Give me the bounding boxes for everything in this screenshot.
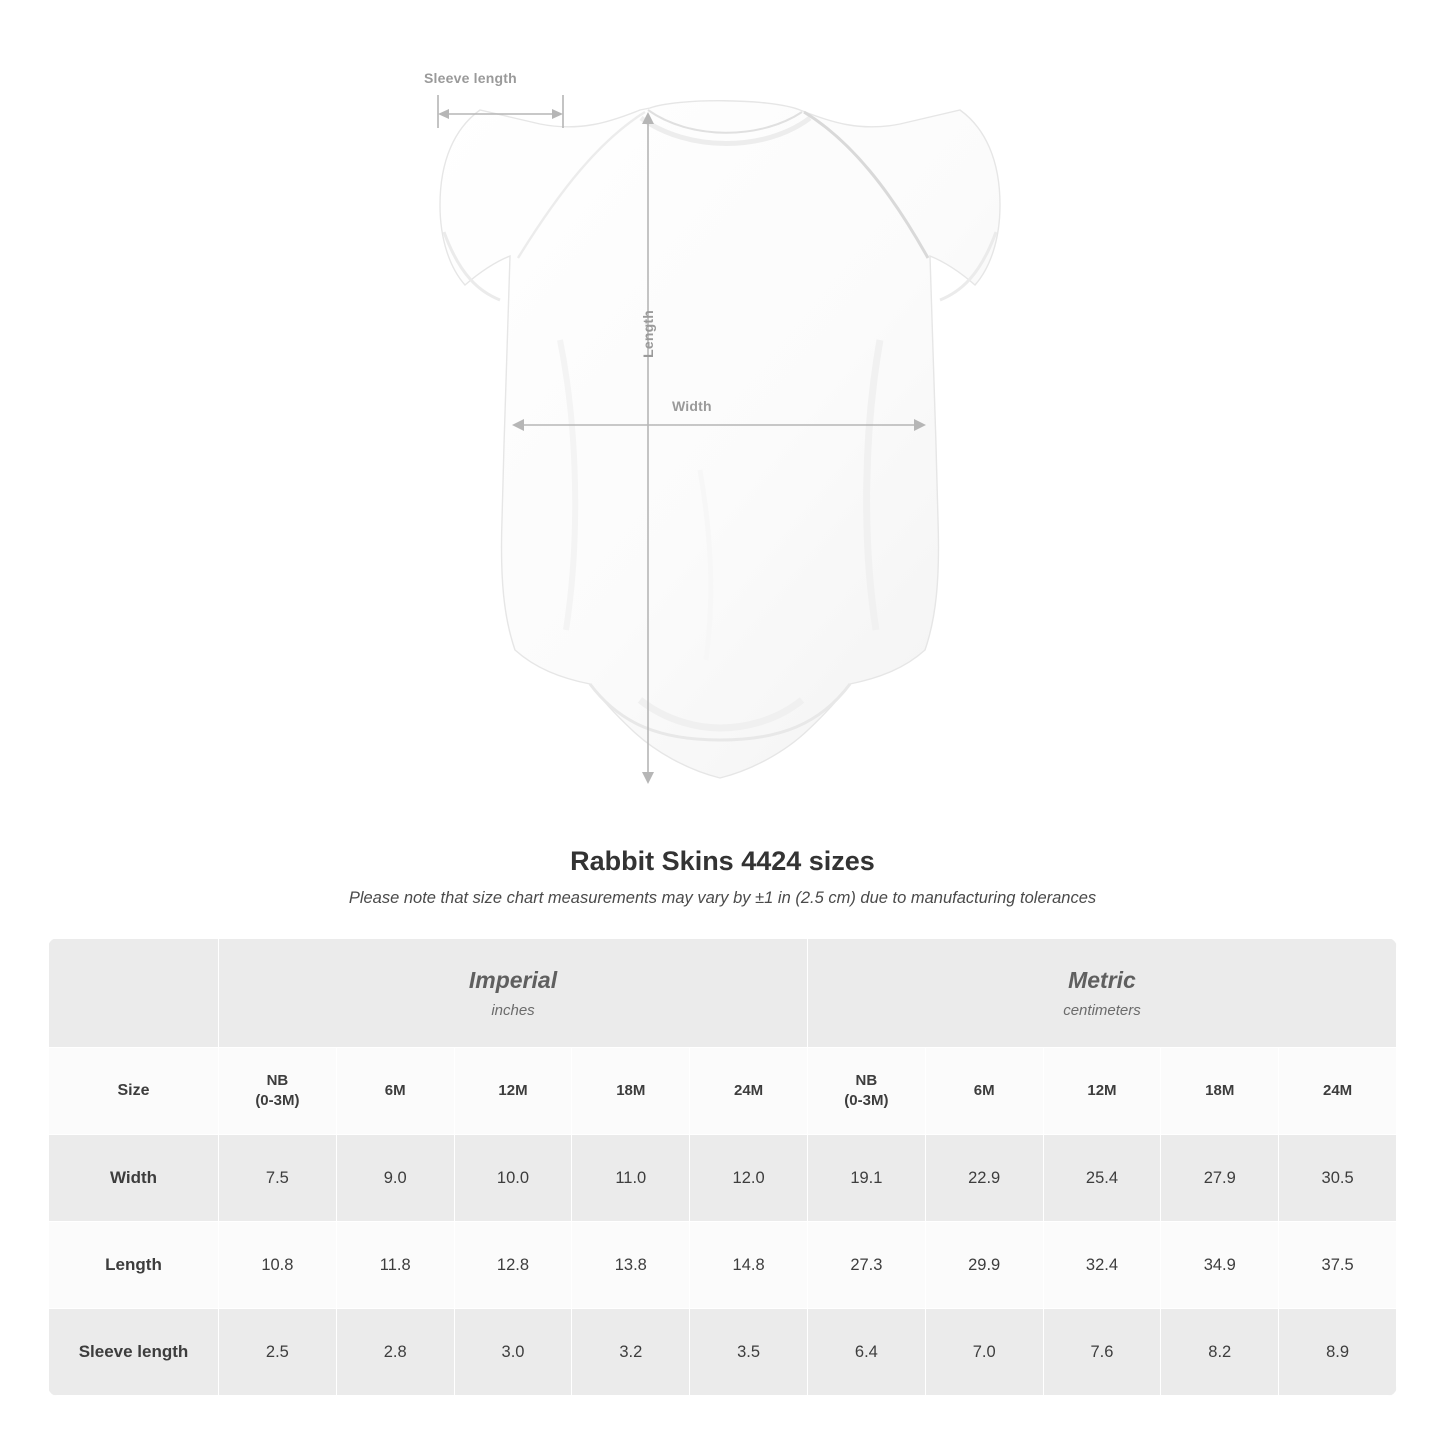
cell-width-7: 25.4: [1043, 1135, 1161, 1222]
cell-width-1: 9.0: [336, 1135, 454, 1222]
cell-sleeve-3: 3.2: [572, 1309, 690, 1396]
system-metric-unit: centimeters: [1063, 1002, 1141, 1019]
header-col-8: 18M: [1161, 1048, 1279, 1135]
header-col-0-line2: (0-3M): [255, 1092, 300, 1109]
header-col-1: 6M: [336, 1048, 454, 1135]
title-block: [0, 846, 1445, 908]
cell-width-3: 11.0: [572, 1135, 690, 1222]
cell-width-0: 7.5: [219, 1135, 337, 1222]
cell-sleeve-6: 7.0: [925, 1309, 1043, 1396]
cell-width-6: 22.9: [925, 1135, 1043, 1222]
cell-width-4: 12.0: [690, 1135, 808, 1222]
cell-sleeve-0: 2.5: [219, 1309, 337, 1396]
header-col-5: [807, 1048, 925, 1135]
row-label-width: Width: [49, 1135, 219, 1222]
tolerance-note: Please note that size chart measurements may vary by ±1 in (2.5 cm) due to manufacturing tolerances: [348, 889, 1097, 907]
size-chart-table-wrapper: [48, 938, 1397, 1396]
cell-width-2: 10.0: [454, 1135, 572, 1222]
cell-width-8: 27.9: [1161, 1135, 1279, 1222]
header-col-5-line1: NB: [855, 1071, 878, 1089]
header-col-7: 12M: [1043, 1048, 1161, 1135]
header-col-6: 6M: [925, 1048, 1043, 1135]
sleeve-length-label: Sleeve length: [424, 70, 517, 86]
header-size: Size: [49, 1048, 219, 1135]
cell-sleeve-1: 2.8: [336, 1309, 454, 1396]
header-col-0-line1: NB: [266, 1071, 289, 1089]
width-label: Width: [672, 398, 712, 414]
cell-length-5: 27.3: [807, 1222, 925, 1309]
row-label-length: Length: [49, 1222, 219, 1309]
system-metric-name: Metric: [1068, 967, 1136, 993]
table-row: [49, 1309, 1397, 1396]
cell-sleeve-4: 3.5: [690, 1309, 808, 1396]
cell-length-3: 13.8: [572, 1222, 690, 1309]
measurement-system-row: [49, 939, 1397, 1048]
header-col-3: 18M: [572, 1048, 690, 1135]
cell-sleeve-8: 8.2: [1161, 1309, 1279, 1396]
table-row: [49, 1222, 1397, 1309]
header-col-0: [219, 1048, 337, 1135]
table-corner-cell: [49, 939, 219, 1048]
page-title: Rabbit Skins 4424 sizes: [570, 846, 875, 876]
cell-sleeve-9: 8.9: [1279, 1309, 1397, 1396]
system-imperial-unit: inches: [491, 1002, 535, 1019]
cell-length-9: 37.5: [1279, 1222, 1397, 1309]
cell-sleeve-2: 3.0: [454, 1309, 572, 1396]
cell-length-6: 29.9: [925, 1222, 1043, 1309]
system-metric: [807, 939, 1396, 1048]
header-col-9: 24M: [1279, 1048, 1397, 1135]
length-label: Length: [640, 310, 656, 358]
system-imperial: [219, 939, 808, 1048]
table-row: [49, 1135, 1397, 1222]
cell-length-8: 34.9: [1161, 1222, 1279, 1309]
cell-length-4: 14.8: [690, 1222, 808, 1309]
header-col-2: 12M: [454, 1048, 572, 1135]
size-chart-table: [48, 938, 1397, 1396]
cell-width-5: 19.1: [807, 1135, 925, 1222]
cell-length-1: 11.8: [336, 1222, 454, 1309]
cell-sleeve-5: 6.4: [807, 1309, 925, 1396]
row-label-sleeve-length: Sleeve length: [49, 1309, 219, 1396]
header-col-4: 24M: [690, 1048, 808, 1135]
cell-sleeve-7: 7.6: [1043, 1309, 1161, 1396]
system-imperial-name: Imperial: [468, 967, 558, 993]
cell-length-7: 32.4: [1043, 1222, 1161, 1309]
cell-length-0: 10.8: [219, 1222, 337, 1309]
table-header-row: [49, 1048, 1397, 1135]
cell-length-2: 12.8: [454, 1222, 572, 1309]
cell-width-9: 30.5: [1279, 1135, 1397, 1222]
header-col-5-line2: (0-3M): [844, 1092, 889, 1109]
